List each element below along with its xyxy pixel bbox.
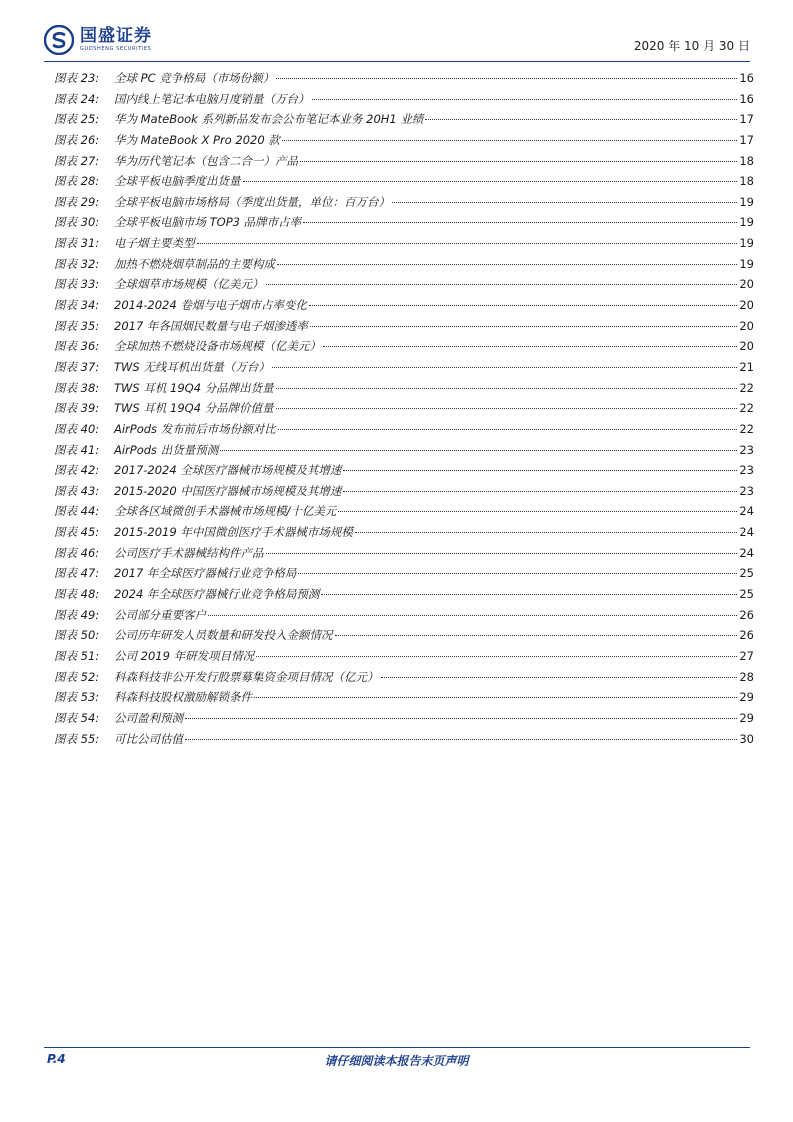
toc-entry-title: 公司部分重要客户 xyxy=(114,607,206,622)
toc-entry-number: 图表 40: xyxy=(54,421,100,436)
logo-chinese-name: 国盛证券 xyxy=(80,26,152,46)
toc-entry-page: 23 xyxy=(739,483,754,498)
toc-dot-leader xyxy=(343,491,737,492)
toc-entry-title: 公司历年研发人员数量和研发投入金额情况 xyxy=(114,628,333,643)
toc-entry-page: 17 xyxy=(739,112,754,127)
toc-dot-leader xyxy=(276,78,737,79)
toc-entry-number: 图表 47: xyxy=(54,566,100,581)
toc-entry-title: 公司医疗手术器械结构件产品 xyxy=(114,545,264,560)
toc-dot-leader xyxy=(197,243,738,244)
toc-entry-title: 华为历代笔记本（包含二合一）产品 xyxy=(114,153,298,168)
toc-dot-leader xyxy=(343,470,737,471)
toc-entry-page: 19 xyxy=(739,256,754,271)
toc-entry-title: 公司盈利预测 xyxy=(114,710,183,725)
toc-entry-title: 2024 年全球医疗器械行业竞争格局预测 xyxy=(114,587,320,602)
toc-entry-page: 24 xyxy=(739,545,754,560)
toc-entry-number: 图表 30: xyxy=(54,215,100,230)
toc-entry-number: 图表 54: xyxy=(54,710,100,725)
toc-dot-leader xyxy=(276,408,738,409)
table-of-figures xyxy=(54,68,754,749)
toc-dot-leader xyxy=(278,429,738,430)
toc-entry-title: TWS 无线耳机出货量（万台） xyxy=(114,359,270,374)
toc-entry-title: AirPods 发布前后市场份额对比 xyxy=(114,421,276,436)
toc-entry-page: 26 xyxy=(739,628,754,643)
toc-entry[interactable] xyxy=(54,708,754,729)
toc-entry-title: 华为 MateBook X Pro 2020 款 xyxy=(114,132,280,147)
toc-entry-number: 图表 51: xyxy=(54,648,100,663)
toc-entry[interactable] xyxy=(54,625,754,646)
toc-entry-title: 全球各区域微创手术器械市场规模/十亿美元 xyxy=(114,504,337,519)
toc-dot-leader xyxy=(254,697,737,698)
toc-entry[interactable] xyxy=(54,274,754,295)
toc-entry-page: 16 xyxy=(739,91,754,106)
header-divider xyxy=(44,61,750,62)
toc-entry-title: 2015-2019 年中国微创医疗手术器械市场规模 xyxy=(114,525,353,540)
company-logo xyxy=(44,20,152,60)
toc-dot-leader xyxy=(300,161,737,162)
toc-entry-page: 16 xyxy=(739,71,754,85)
toc-entry-number: 图表 50: xyxy=(54,628,100,643)
toc-dot-leader xyxy=(381,677,738,678)
toc-entry-title: 全球加热不燃烧设备市场规模（亿美元） xyxy=(114,339,321,354)
toc-entry-title: 科森科技非公开发行股票募集资金项目情况（亿元） xyxy=(114,669,379,684)
toc-entry-number: 图表 55: xyxy=(54,731,100,746)
toc-entry-page: 20 xyxy=(739,339,754,354)
toc-entry[interactable] xyxy=(54,336,754,357)
toc-entry-title: AirPods 出货量预测 xyxy=(114,442,219,457)
toc-entry-title: 国内线上笔记本电脑月度销量（万台） xyxy=(114,91,310,106)
toc-entry-page: 17 xyxy=(739,132,754,147)
toc-entry-number: 图表 31: xyxy=(54,236,100,251)
toc-entry-title: 全球平板电脑季度出货量 xyxy=(114,174,241,189)
toc-entry-number: 图表 23: xyxy=(54,71,100,85)
toc-entry-title: 科森科技股权激励解锁条件 xyxy=(114,690,252,705)
toc-dot-leader xyxy=(266,284,738,285)
toc-entry-page: 25 xyxy=(739,587,754,602)
toc-entry-number: 图表 37: xyxy=(54,359,100,374)
toc-entry-page: 28 xyxy=(739,669,754,684)
toc-entry[interactable] xyxy=(54,254,754,275)
toc-entry[interactable] xyxy=(54,130,754,151)
toc-dot-leader xyxy=(310,326,737,327)
toc-entry[interactable] xyxy=(54,667,754,688)
toc-entry-number: 图表 32: xyxy=(54,256,100,271)
toc-entry-title: 全球平板电脑市场格局（季度出货量，单位：百万台） xyxy=(114,194,390,209)
toc-entry-page: 25 xyxy=(739,566,754,581)
toc-entry-page: 22 xyxy=(739,380,754,395)
toc-entry[interactable] xyxy=(54,501,754,522)
toc-entry-title: 全球 PC 竞争格局（市场份额） xyxy=(114,71,275,85)
toc-entry-number: 图表 35: xyxy=(54,318,100,333)
toc-entry-title: 全球平板电脑市场 TOP3 品牌市占率 xyxy=(114,215,302,230)
toc-entry[interactable] xyxy=(54,481,754,502)
toc-entry-title: 2017 年各国烟民数量与电子烟渗透率 xyxy=(114,318,308,333)
toc-entry-page: 18 xyxy=(739,174,754,189)
toc-entry-number: 图表 44: xyxy=(54,504,100,519)
toc-entry-page: 26 xyxy=(739,607,754,622)
toc-entry-number: 图表 27: xyxy=(54,153,100,168)
toc-entry-title: 加热不燃烧烟草制品的主要构成 xyxy=(114,256,275,271)
toc-entry[interactable] xyxy=(54,605,754,626)
toc-entry-page: 27 xyxy=(739,648,754,663)
toc-entry-page: 24 xyxy=(739,504,754,519)
toc-entry-number: 图表 29: xyxy=(54,194,100,209)
toc-entry-page: 19 xyxy=(739,215,754,230)
toc-entry-number: 图表 26: xyxy=(54,132,100,147)
toc-dot-leader xyxy=(220,450,737,451)
toc-entry[interactable] xyxy=(54,378,754,399)
toc-entry-page: 21 xyxy=(739,359,754,374)
toc-entry[interactable] xyxy=(54,419,754,440)
toc-entry[interactable] xyxy=(54,192,754,213)
toc-dot-leader xyxy=(338,511,737,512)
toc-entry-number: 图表 38: xyxy=(54,380,100,395)
toc-entry[interactable] xyxy=(54,357,754,378)
toc-entry-page: 19 xyxy=(739,236,754,251)
toc-entry[interactable] xyxy=(54,233,754,254)
toc-entry-title: 2017-2024 全球医疗器械市场规模及其增速 xyxy=(114,463,342,478)
disclaimer-note: 请仔细阅读本报告末页声明 xyxy=(324,1054,469,1068)
toc-dot-leader xyxy=(355,532,738,533)
toc-entry[interactable] xyxy=(54,440,754,461)
toc-dot-leader xyxy=(425,119,737,120)
toc-entry[interactable] xyxy=(54,687,754,708)
toc-entry-number: 图表 45: xyxy=(54,525,100,540)
toc-entry-number: 图表 43: xyxy=(54,483,100,498)
toc-entry-number: 图表 41: xyxy=(54,442,100,457)
toc-entry[interactable] xyxy=(54,212,754,233)
toc-entry-number: 图表 46: xyxy=(54,545,100,560)
toc-entry-number: 图表 48: xyxy=(54,587,100,602)
logo-english-name: GUOSHENG SECURITIES xyxy=(80,46,152,52)
toc-dot-leader xyxy=(208,615,737,616)
footer-divider xyxy=(44,1047,750,1048)
toc-dot-leader xyxy=(256,656,737,657)
report-date: 2020 年 10 月 30 日 xyxy=(633,39,750,53)
toc-entry-number: 图表 49: xyxy=(54,607,100,622)
toc-entry[interactable] xyxy=(54,398,754,419)
toc-entry-title: 2015-2020 中国医疗器械市场规模及其增速 xyxy=(114,483,342,498)
toc-entry[interactable] xyxy=(54,109,754,130)
toc-dot-leader xyxy=(312,99,738,100)
toc-entry[interactable] xyxy=(54,584,754,605)
toc-entry[interactable] xyxy=(54,646,754,667)
toc-entry[interactable] xyxy=(54,522,754,543)
toc-entry[interactable] xyxy=(54,89,754,110)
toc-entry-number: 图表 52: xyxy=(54,669,100,684)
toc-entry-page: 20 xyxy=(739,298,754,313)
toc-entry-page: 23 xyxy=(739,442,754,457)
toc-entry-page: 29 xyxy=(739,710,754,725)
toc-entry[interactable] xyxy=(54,729,754,750)
toc-entry-title: 2014-2024 卷烟与电子烟市占率变化 xyxy=(114,298,307,313)
toc-dot-leader xyxy=(335,635,738,636)
toc-dot-leader xyxy=(266,553,738,554)
toc-entry[interactable] xyxy=(54,563,754,584)
toc-entry[interactable] xyxy=(54,68,754,89)
toc-dot-leader xyxy=(272,367,738,368)
toc-entry-page: 30 xyxy=(739,731,754,746)
toc-entry-title: 2017 年全球医疗器械行业竞争格局 xyxy=(114,566,297,581)
toc-entry-page: 20 xyxy=(739,277,754,292)
page-header xyxy=(44,20,750,62)
toc-entry[interactable] xyxy=(54,295,754,316)
toc-dot-leader xyxy=(392,202,737,203)
toc-entry-page: 23 xyxy=(739,463,754,478)
toc-entry-page: 22 xyxy=(739,421,754,436)
page-number: P.4 xyxy=(47,1052,66,1066)
toc-entry-number: 图表 42: xyxy=(54,463,100,478)
toc-entry-page: 19 xyxy=(739,194,754,209)
toc-entry-number: 图表 24: xyxy=(54,91,100,106)
toc-entry[interactable] xyxy=(54,543,754,564)
toc-dot-leader xyxy=(243,181,738,182)
toc-entry-page: 24 xyxy=(739,525,754,540)
toc-entry-page: 18 xyxy=(739,153,754,168)
toc-entry-title: TWS 耳机 19Q4 分品牌出货量 xyxy=(114,380,274,395)
toc-entry-title: 电子烟主要类型 xyxy=(114,236,195,251)
toc-dot-leader xyxy=(309,305,738,306)
toc-dot-leader xyxy=(321,594,737,595)
toc-entry-title: 华为 MateBook 系列新品发布会公布笔记本业务 20H1 业绩 xyxy=(114,112,424,127)
toc-entry-number: 图表 34: xyxy=(54,298,100,313)
toc-entry-page: 20 xyxy=(739,318,754,333)
toc-dot-leader xyxy=(298,573,737,574)
toc-entry-number: 图表 28: xyxy=(54,174,100,189)
toc-entry-title: 可比公司估值 xyxy=(114,731,183,746)
toc-dot-leader xyxy=(282,140,738,141)
toc-entry-page: 29 xyxy=(739,690,754,705)
toc-dot-leader xyxy=(276,388,738,389)
toc-entry[interactable] xyxy=(54,316,754,337)
toc-dot-leader xyxy=(303,222,737,223)
toc-dot-leader xyxy=(277,264,737,265)
toc-entry-number: 图表 36: xyxy=(54,339,100,354)
toc-dot-leader xyxy=(323,346,737,347)
toc-dot-leader xyxy=(185,718,737,719)
toc-entry-number: 图表 39: xyxy=(54,401,100,416)
toc-entry-number: 图表 53: xyxy=(54,690,100,705)
toc-entry[interactable] xyxy=(54,171,754,192)
toc-entry-number: 图表 25: xyxy=(54,112,100,127)
toc-entry-page: 22 xyxy=(739,401,754,416)
toc-entry-number: 图表 33: xyxy=(54,277,100,292)
toc-dot-leader xyxy=(185,739,737,740)
toc-entry-title: 公司 2019 年研发项目情况 xyxy=(114,648,255,663)
toc-entry[interactable] xyxy=(54,460,754,481)
toc-entry[interactable] xyxy=(54,151,754,172)
guosheng-logo-icon xyxy=(44,25,74,55)
toc-entry-title: 全球烟草市场规模（亿美元） xyxy=(114,277,264,292)
toc-entry-title: TWS 耳机 19Q4 分品牌价值量 xyxy=(114,401,274,416)
